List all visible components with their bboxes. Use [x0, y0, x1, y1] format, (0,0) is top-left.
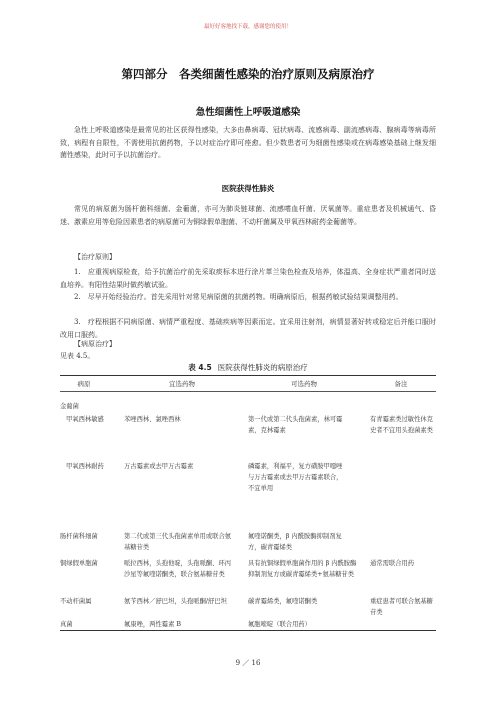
subsection-title: 医院获得性肺炎 [221, 184, 275, 193]
section-title: 急性细菌性上呼吸道感染 [195, 107, 301, 118]
table-row-preferred: 万古霉素或去甲万古霉素 [124, 463, 194, 470]
table-row-pathogen: 甲氧西林敏感 [66, 416, 104, 423]
page-number: 9 ／ 16 [235, 659, 261, 667]
table-header-rule [60, 391, 436, 392]
principle-item-1: 1. 应重视病原检查，给予抗菌治疗前先采取痰标本进行涂片革兰染色检查及培养，体温高、全身症状严重者同时送血培养。有阳性结果时做药敏试验。 [60, 268, 436, 289]
download-banner: 最好好客地找下载，感谢您的使用！ [203, 24, 292, 30]
table-row-pathogen: 铜绿假单胞菌 [60, 560, 98, 567]
table-row-alternative: 磷霉素，利福平，复方磺胺甲噁唑与万古霉素或去甲万古霉素联合，不宜单用 [248, 463, 343, 492]
table-row-preferred: 氟康唑，两性霉素 B [124, 621, 182, 628]
table-header-note: 备注 [394, 380, 408, 388]
table-row-alternative: 氟胞嘧啶（联合用药） [248, 621, 311, 628]
table-row-note: 通常需联合用药 [370, 560, 415, 567]
table-row-alternative: 第一代或第二代头孢菌素，林可霉素，克林霉素 [248, 416, 343, 434]
table-row-note: 有青霉素类过敏性休克史者不宜用头孢菌素类 [370, 416, 433, 434]
table-header-pathogen: 病原 [77, 380, 91, 388]
table-number: 表 4.5 [188, 363, 212, 372]
table-header-alternative: 可选药物 [291, 380, 317, 388]
table-row-alternative: 碳青霉烯类，氟喹诺酮类 [248, 598, 318, 605]
table-row-alternative: 具有抗铜绿假单胞菌作用的 β 内酰胺酶抑制剂复方或碳青霉烯类+氨基糖苷类 [248, 560, 357, 578]
etiology-heading: 【病原治疗】 [74, 340, 116, 348]
principle-item-2: 2. 尽早开始经验治疗。首先采用针对常见病原菌的抗菌药物。明确病原后，根据药敏试验结果调整用药。 [74, 293, 403, 301]
intro-paragraph: 急性上呼吸道感染是最常见的社区获得性感染，大多由鼻病毒、冠状病毒、流感病毒、副流感病毒、腺病毒等病毒所致，病程有自限性，不需使用抗菌药物，予以对症治疗即可痊愈。但少数患者可为细菌性感染或在病毒感染基础上继发细菌性感染，此时可予以抗菌治疗。 [60, 126, 436, 159]
table-row-pathogen: 真菌 [60, 621, 73, 628]
principle-item-3: 3. 疗程根据不同病原菌、病情严重程度、基础疾病等因素而定。宜采用注射剂，病情显著好转或稳定后并能口服时改用口服药。 [60, 318, 436, 339]
table-group-staph: 金葡菌 [60, 403, 79, 410]
part-title: 第四部分 各类细菌性感染的治疗原则及病原治疗 [121, 67, 375, 81]
table-row-preferred: 哌拉西林，头孢他啶，头孢哌酮、环丙沙星等氟喹诺酮类，联合氨基糖苷类 [124, 560, 232, 578]
pathogen-paragraph: 常见的病原菌为肠杆菌科细菌、金葡菌，亦可为肺炎链球菌、流感嗜血杆菌、厌氧菌等。重症患者及机械通气、昏迷、激素应用等危险因素患者的病原菌可为铜绿假单胞菌、不动杆菌属及甲氧西林耐药金葡菌等。 [60, 205, 436, 226]
table-row-pathogen: 甲氧西林耐药 [66, 463, 104, 470]
table-caption [0, 362, 496, 373]
table-row-preferred: 苯唑西林、氯唑西林 [124, 416, 181, 423]
table-header-preferred: 宜选药物 [169, 380, 195, 388]
table-row-pathogen: 不动杆菌属 [60, 598, 92, 605]
table-caption-text: 医院获得性肺炎的病原治疗 [217, 363, 308, 372]
table-bottom-rule [60, 630, 436, 631]
table-row-alternative: 氟喹诺酮类，β 内酰胺酶抑制剂复方，碳青霉烯类 [248, 533, 342, 551]
table-row-preferred: 氨苄西林／舒巴坦，头孢哌酮/舒巴坦 [124, 598, 227, 605]
table-row-note: 重症患者可联合氨基糖苷类 [370, 598, 433, 616]
table-top-rule [60, 375, 436, 376]
table-row-pathogen: 肠杆菌科细菌 [60, 533, 98, 540]
principle-heading: 【治疗原则】 [74, 253, 116, 261]
table-row-preferred: 第二代或第三代头孢菌素单用或联合氨基糖苷类 [124, 533, 232, 551]
see-table-note: 见表 4.5。 [60, 352, 95, 360]
